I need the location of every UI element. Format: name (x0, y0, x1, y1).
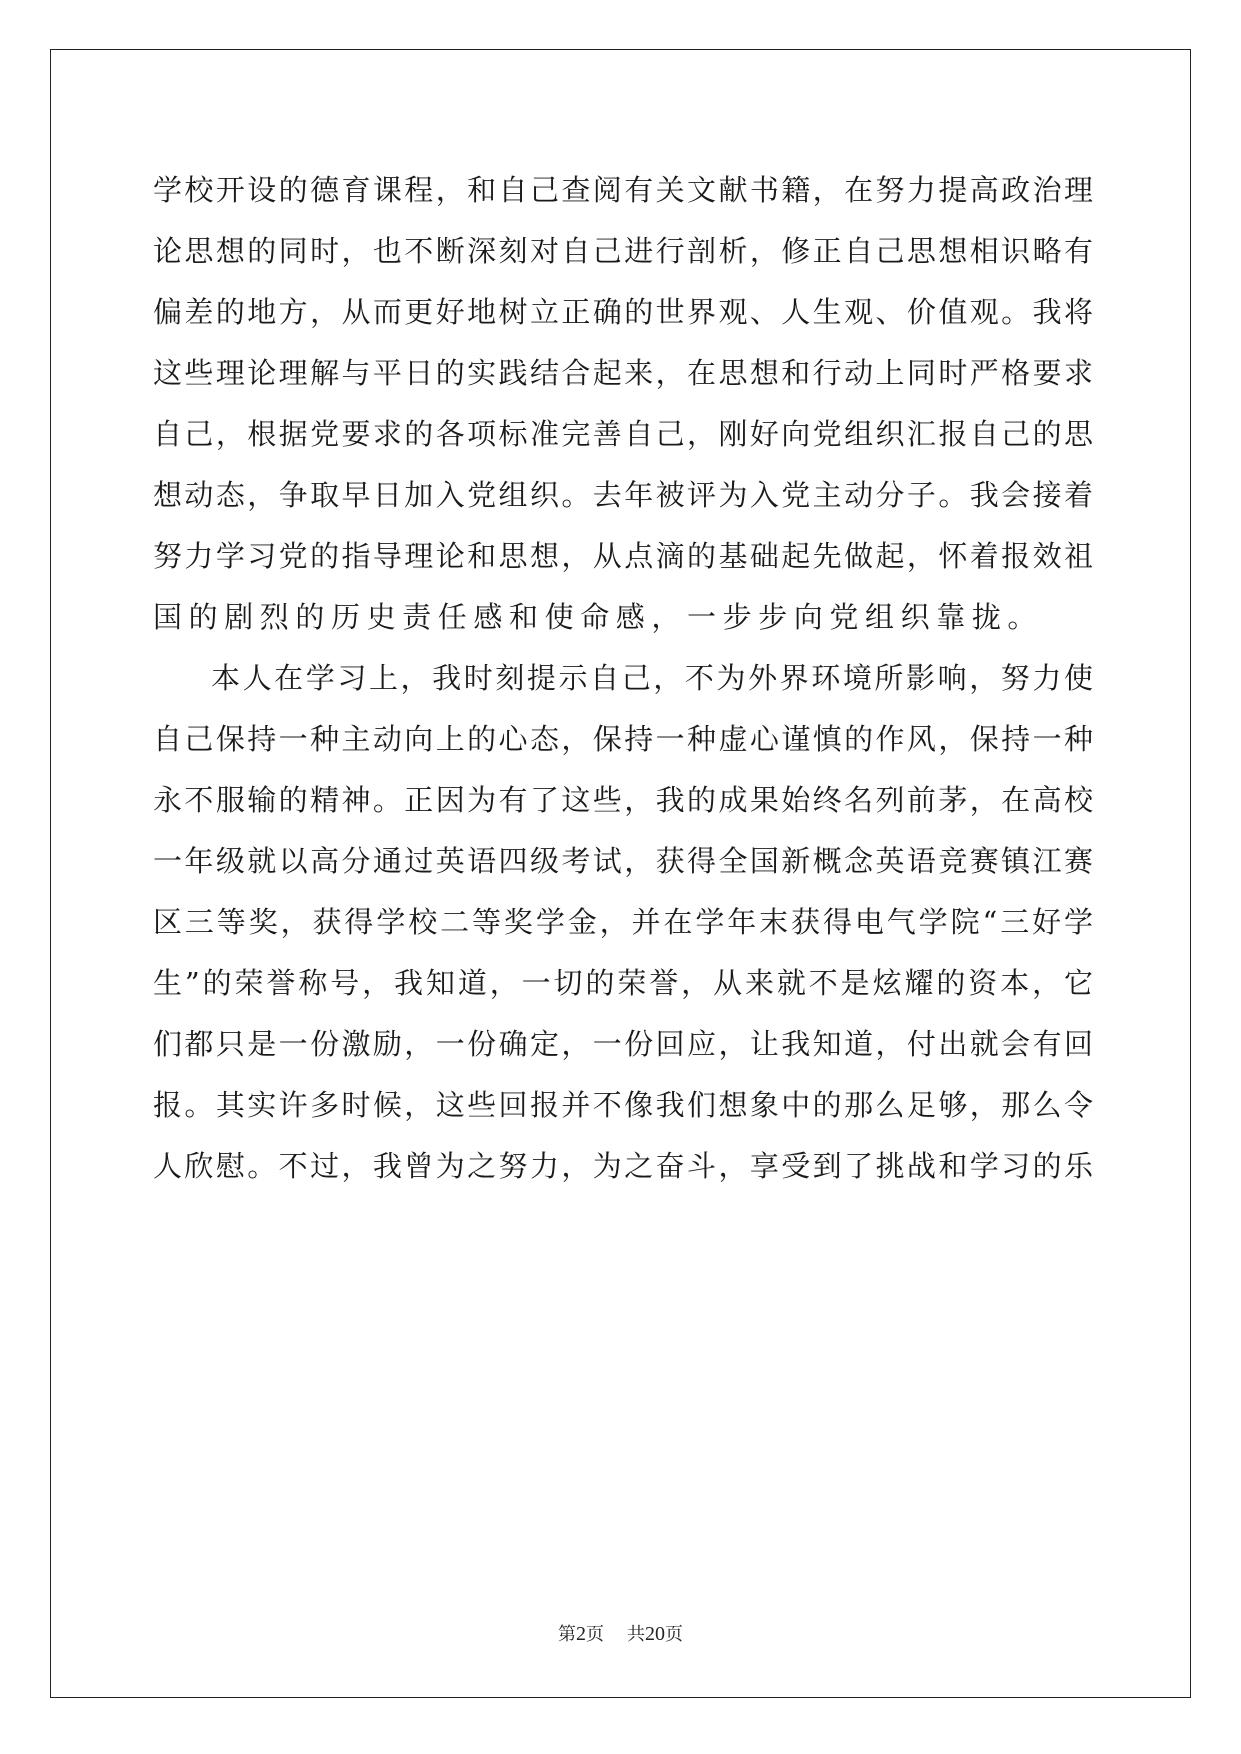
text-line: 论思想的同时，也不断深刻对自己进行剖析，修正自己思想相识略有 (153, 234, 1093, 268)
total-pages: 20 (644, 1623, 665, 1645)
text-line: 人欣慰。不过，我曾为之努力，为之奋斗，享受到了挑战和学习的乐 (153, 1149, 1093, 1183)
text-line: 一年级就以高分通过英语四级考试，获得全国新概念英语竞赛镇江赛 (153, 844, 1093, 878)
text-line: 永不服输的精神。正因为有了这些，我的成果始终名列前茅，在高校 (153, 783, 1093, 817)
text-line: 这些理论理解与平日的实践结合起来，在思想和行动上同时严格要求 (153, 356, 1093, 390)
text-line: 自己保持一种主动向上的心态，保持一种虚心谨慎的作风，保持一种 (153, 722, 1093, 756)
text-line: 偏差的地方，从而更好地树立正确的世界观、人生观、价值观。我将 (153, 295, 1093, 329)
page-prefix: 第 (558, 1624, 577, 1645)
total-prefix: 共 (626, 1624, 645, 1645)
text-line: 努力学习党的指导理论和思想，从点滴的基础起先做起，怀着报效祖 (153, 539, 1093, 573)
text-line: 生”的荣誉称号，我知道，一切的荣誉，从来就不是炫耀的资本，它 (153, 966, 1093, 1000)
text-line: 们都只是一份激励，一份确定，一份回应，让我知道，付出就会有回 (153, 1027, 1093, 1061)
text-line: 区三等奖，获得学校二等奖学金，并在学年末获得电气学院“三好学 (153, 905, 1093, 939)
page-suffix: 页 (586, 1624, 605, 1645)
page-footer (0, 1620, 1241, 1646)
page-number: 2 (576, 1623, 587, 1645)
text-line: 自己，根据党要求的各项标准完善自己，刚好向党组织汇报自己的思 (153, 417, 1093, 451)
text-line: 学校开设的德育课程，和自己查阅有关文献书籍，在努力提高政治理 (153, 173, 1093, 207)
total-suffix: 页 (664, 1624, 683, 1645)
text-line: 想动态，争取早日加入党组织。去年被评为入党主动分子。我会接着 (153, 478, 1093, 512)
text-line: 报。其实许多时候，这些回报并不像我们想象中的那么足够，那么令 (153, 1088, 1093, 1122)
text-line: 本人在学习上，我时刻提示自己，不为外界环境所影响，努力使 (211, 661, 1093, 695)
text-line: 国的剧烈的历史责任感和使命感，一步步向党组织靠拢。 (153, 600, 1044, 634)
document-body (153, 160, 1093, 1197)
